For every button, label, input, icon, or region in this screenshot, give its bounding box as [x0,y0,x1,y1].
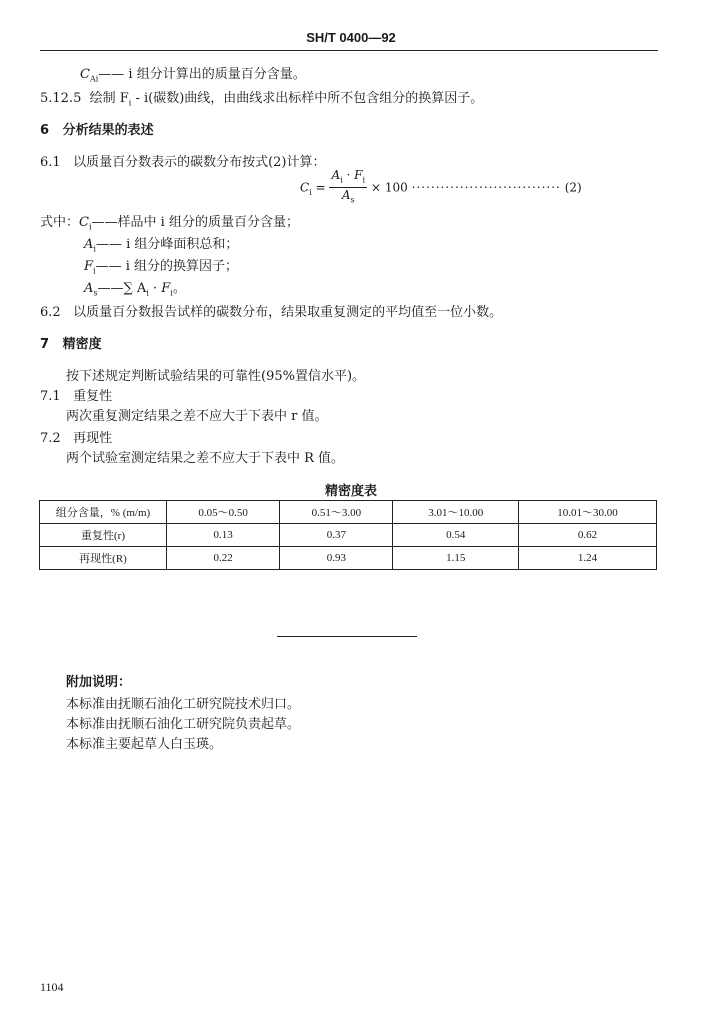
formula-lhs: C [300,180,310,195]
clause-5-12-5 [40,90,483,113]
table-cell: 0.62 [519,524,657,547]
where-c-text: ——样品中 i 组分的质量百分含量； [91,215,299,230]
table-header-cell: 组分含量，% (m/m) [40,501,167,524]
clause-title: 重复性 [73,389,113,404]
where-as-end: 。 [172,281,186,296]
table-cell: 重复性(r) [40,524,167,547]
notes-line: 本标准由抚顺石油化工研究院技术归口。 [66,697,301,712]
where-a-sub: i [93,244,96,254]
clause-7-1-text: 两次重复测定结果之差不应大于下表中 r 值。 [66,409,328,424]
where-f [84,258,238,281]
notes-line: 本标准由抚顺石油化工研究院负责起草。 [66,717,301,732]
cai-definition [80,66,306,89]
standard-code-header: SH/T 0400—92 [306,30,396,45]
table-cell: 0.54 [393,524,519,547]
table-cell: 1.24 [519,547,657,570]
where-c-sub: i [88,222,92,232]
header-divider [40,50,658,51]
where-a [84,236,238,259]
clause-subscript: i [128,98,132,108]
clause-number: 6.1 [40,155,61,170]
table-cell: 0.22 [167,547,280,570]
page-number: 1104 [40,980,64,994]
table-cell: 0.37 [280,524,393,547]
clause-text-a: 绘制 F [89,91,129,106]
where-f-text: —— i 组分的换算因子； [95,259,239,274]
where-as-text2: · F [148,281,171,296]
formula-equals: = [311,180,330,195]
where-c-symbol: C [79,215,89,230]
precision-table [39,500,657,570]
table-header-cell: 0.05～0.50 [167,501,280,524]
table-row [40,524,657,547]
formula-numerator [329,168,367,188]
cai-symbol: C [80,67,90,82]
section-title: 分析结果的表述 [62,123,154,138]
numerator-a-sub: i [340,175,343,185]
table-header-cell: 10.01～30.00 [519,501,657,524]
table-cell: 0.13 [167,524,280,547]
denominator-a-sub: s [350,195,355,205]
numerator-f-sub: i [362,175,366,185]
table-header-row [40,501,657,524]
clause-text: 以质量百分数表示的碳数分布按式(2)计算： [73,155,326,170]
table-row [40,547,657,570]
clause-7-2-text: 两个试验室测定结果之差不应大于下表中 R 值。 [66,451,345,466]
cai-subscript: Ai [89,74,99,84]
where-f-symbol: F [84,259,94,274]
clause-7-1-heading [40,388,112,406]
precision-table-title: 精密度表 [324,484,377,499]
table-header-cell: 0.51～3.00 [280,501,393,524]
where-as [84,280,186,303]
formula-lhs-sub: i [309,187,312,197]
section-number: 7 [40,337,50,352]
section-7-intro: 按下述规定判断试验结果的可靠性(95%置信水平)。 [66,369,366,384]
clause-6-2 [40,304,502,322]
end-of-text-rule [277,636,417,637]
where-as-sub: s [93,288,98,298]
formula-times-100: × 100 [371,180,408,195]
clause-text-b: - i(碳数)曲线，由曲线求出标样中所不包含组分的换算因子。 [131,91,484,106]
formula-2 [300,168,582,208]
section-7-heading [40,336,102,354]
clause-6-1 [40,154,326,172]
clause-number: 7.1 [40,389,61,404]
where-a-text: —— i 组分峰面积总和； [95,237,239,252]
formula-leader-dots: ······························· [411,180,561,195]
clause-number: 5.12.5 [40,91,82,106]
clause-number: 7.2 [40,431,61,446]
denominator-a: A [341,188,351,203]
clause-7-2-heading [40,430,112,448]
section-6-heading [40,122,154,140]
where-as-text-sub2: i [170,288,173,298]
where-a-symbol: A [84,237,94,252]
clause-text: 以质量百分数报告试样的碳数分布，结果取重复测定的平均值至一位小数。 [73,305,503,320]
where-f-sub: i [93,266,96,276]
notes-title: 附加说明： [66,675,132,690]
where-intro: 式中： [40,215,80,230]
clause-number: 6.2 [40,305,61,320]
formula-fraction [329,168,367,208]
clause-title: 再现性 [73,431,113,446]
table-cell: 0.93 [280,547,393,570]
notes-line: 本标准主要起草人白玉瑛。 [66,737,223,752]
where-as-symbol: A [84,281,94,296]
where-c [40,214,299,237]
where-as-text-sub: i [146,288,149,298]
where-as-text: ——∑ A [97,281,147,296]
cai-text: —— i 组分计算出的质量百分含量。 [98,67,306,82]
formula-label: (2) [564,180,582,195]
section-title: 精密度 [62,337,102,352]
table-cell: 再现性(R) [40,547,167,570]
numerator-f: · F [342,168,363,182]
table-header-cell: 3.01～10.00 [393,501,519,524]
section-number: 6 [40,123,50,138]
table-cell: 1.15 [393,547,519,570]
numerator-a: A [331,168,341,182]
formula-denominator [329,188,367,207]
